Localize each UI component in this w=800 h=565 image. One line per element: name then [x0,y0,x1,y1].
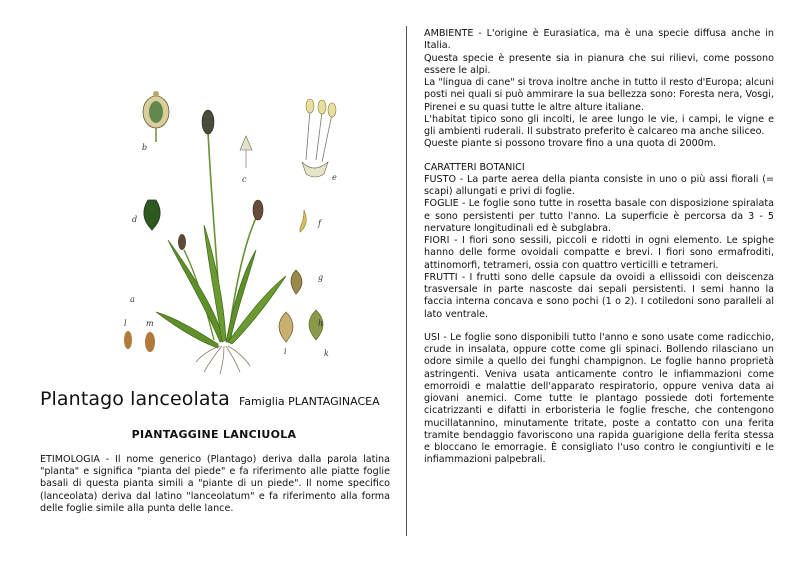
etymology-text: ETIMOLOGIA - Il nome generico (Plantago) deriva dalla parola latina "planta" e significa "pianta del piede" e fa riferimento alle piatte foglie basali di questa pianta simili a "piante di un piede". Il nome specifico (lanceolata) deriva dal latino "lanceolatum" e fa riferimento alla forma delle foglie simile alla punta delle lance. [40,454,390,514]
ambiente-paragraph: L'habitat tipico sono gli incolti, le aree lungo le vie, i campi, le vigne e gli ambienti ruderali. Il substrato preferito è calcareo ma anche siliceo. [424,113,774,137]
plate-letter: l [124,319,127,328]
plate-letter: e [332,173,337,182]
usi-paragraph: USI - Le foglie sono disponibili tutto l'anno e sono usate come radicchio, crude in insalata, oppure cotte come gli spinaci. Bollendo rilasciano un odore simile a quello dei funghi champignon. Le foglie hanno proprietà astringenti. Veniva usata anticamente contro le infiammazioni come emorroidi e malattie dell'apparato respiratorio, oppure veniva data ai giovani anemici. Come tutte le plantago possiede doti fortemente cicatrizzanti e difatti in erboristeria le foglie fresche, che contengono mucillatannino, minutamente tritate, poste a contatto con una ferita tramite bendaggio favoriscono una rapida guarigione della ferita stessa e bloccano le emorragie. È consigliato l'uso contro le congiuntiviti e le infiammazioni palpebrali. [424,331,774,466]
ambiente-paragraph: AMBIENTE - L'origine è Eurasiatica, ma è una specie diffusa anche in Italia. [424,28,774,52]
plate-letter: h [318,319,324,328]
caratteri-paragraph: FOGLIE - Le foglie sono tutte in rosetta basale con disposizione spiralata e sono persistenti per tutto l'anno. La superficie è percorsa da 3 - 5 nervature longitudinali ed è subglabra. [424,198,774,234]
ambiente-paragraph: Questa specie è presente sia in pianura che sui rilievi, come possono essere le alpi. [424,52,774,76]
plate-letter: m [146,319,154,328]
column-divider [406,26,407,536]
plate-letter: g [318,273,324,282]
leaf-rosette [156,225,286,348]
family-label: Famiglia PLANTAGINACEA [238,395,380,408]
plate-letter: c [242,175,247,184]
plate-letter: k [324,349,329,358]
ambiente-paragraph: La "lingua di cane" si trova inoltre anche in tutto il resto d'Europa; alcuni posti nei quali si può ammirare la sua bellezza sono: Foresta nera, Vosgi, Pirenei e su quasi tutte le altre alture italiane. [424,77,774,113]
plantago-plate-svg [110,50,340,380]
detail-c-flower [240,136,252,168]
detail-e-stamens [302,99,336,177]
left-column [38,30,390,550]
plate-letter: b [142,143,148,152]
right-column [424,28,774,467]
common-name: PIANTAGGINE LANCIUOLA [131,428,297,441]
detail-d-bract [144,200,160,230]
caratteri-paragraph: FIORI - I fiori sono sessili, piccoli e ridotti in ogni elemento. Le spighe hanno delle forme ovoidali compatte e brevi. I fiori sono ermafroditi, attinomorfi, tetrameri, ossia con quattro verticilli e tetrameri. [424,235,774,271]
plate-letter: a [130,295,135,304]
plate-letter: d [132,215,138,224]
ambiente-section [424,28,774,151]
roots [196,346,250,374]
species-title-row [40,388,392,410]
caratteri-paragraph: FUSTO - La parte aerea della pianta consiste in uno o più assi fiorali (= scapi) allungati e privi di foglie. [424,173,774,197]
plate-letter: f [318,219,321,228]
caratteri-section [424,162,774,321]
caratteri-paragraph: FRUTTI - I frutti sono delle capsule da ovoidi a ellissoidi con deiscenza trasversale in parte nascoste dai sepali persistenti. I semi hanno la faccia interna concava e sono pochi (1 o 2). I cotiledoni sono paralleli al lato ventrale. [424,271,774,320]
caratteri-heading: CARATTERI BOTANICI [424,161,525,173]
ambiente-paragraph: Queste piante si possono trovare fino a una quota di 2000m. [424,138,717,150]
botanical-illustration [110,50,340,380]
species-title: Plantago lanceolata [40,388,230,410]
plate-letter: i [284,347,287,356]
detail-b-spike [143,91,169,142]
